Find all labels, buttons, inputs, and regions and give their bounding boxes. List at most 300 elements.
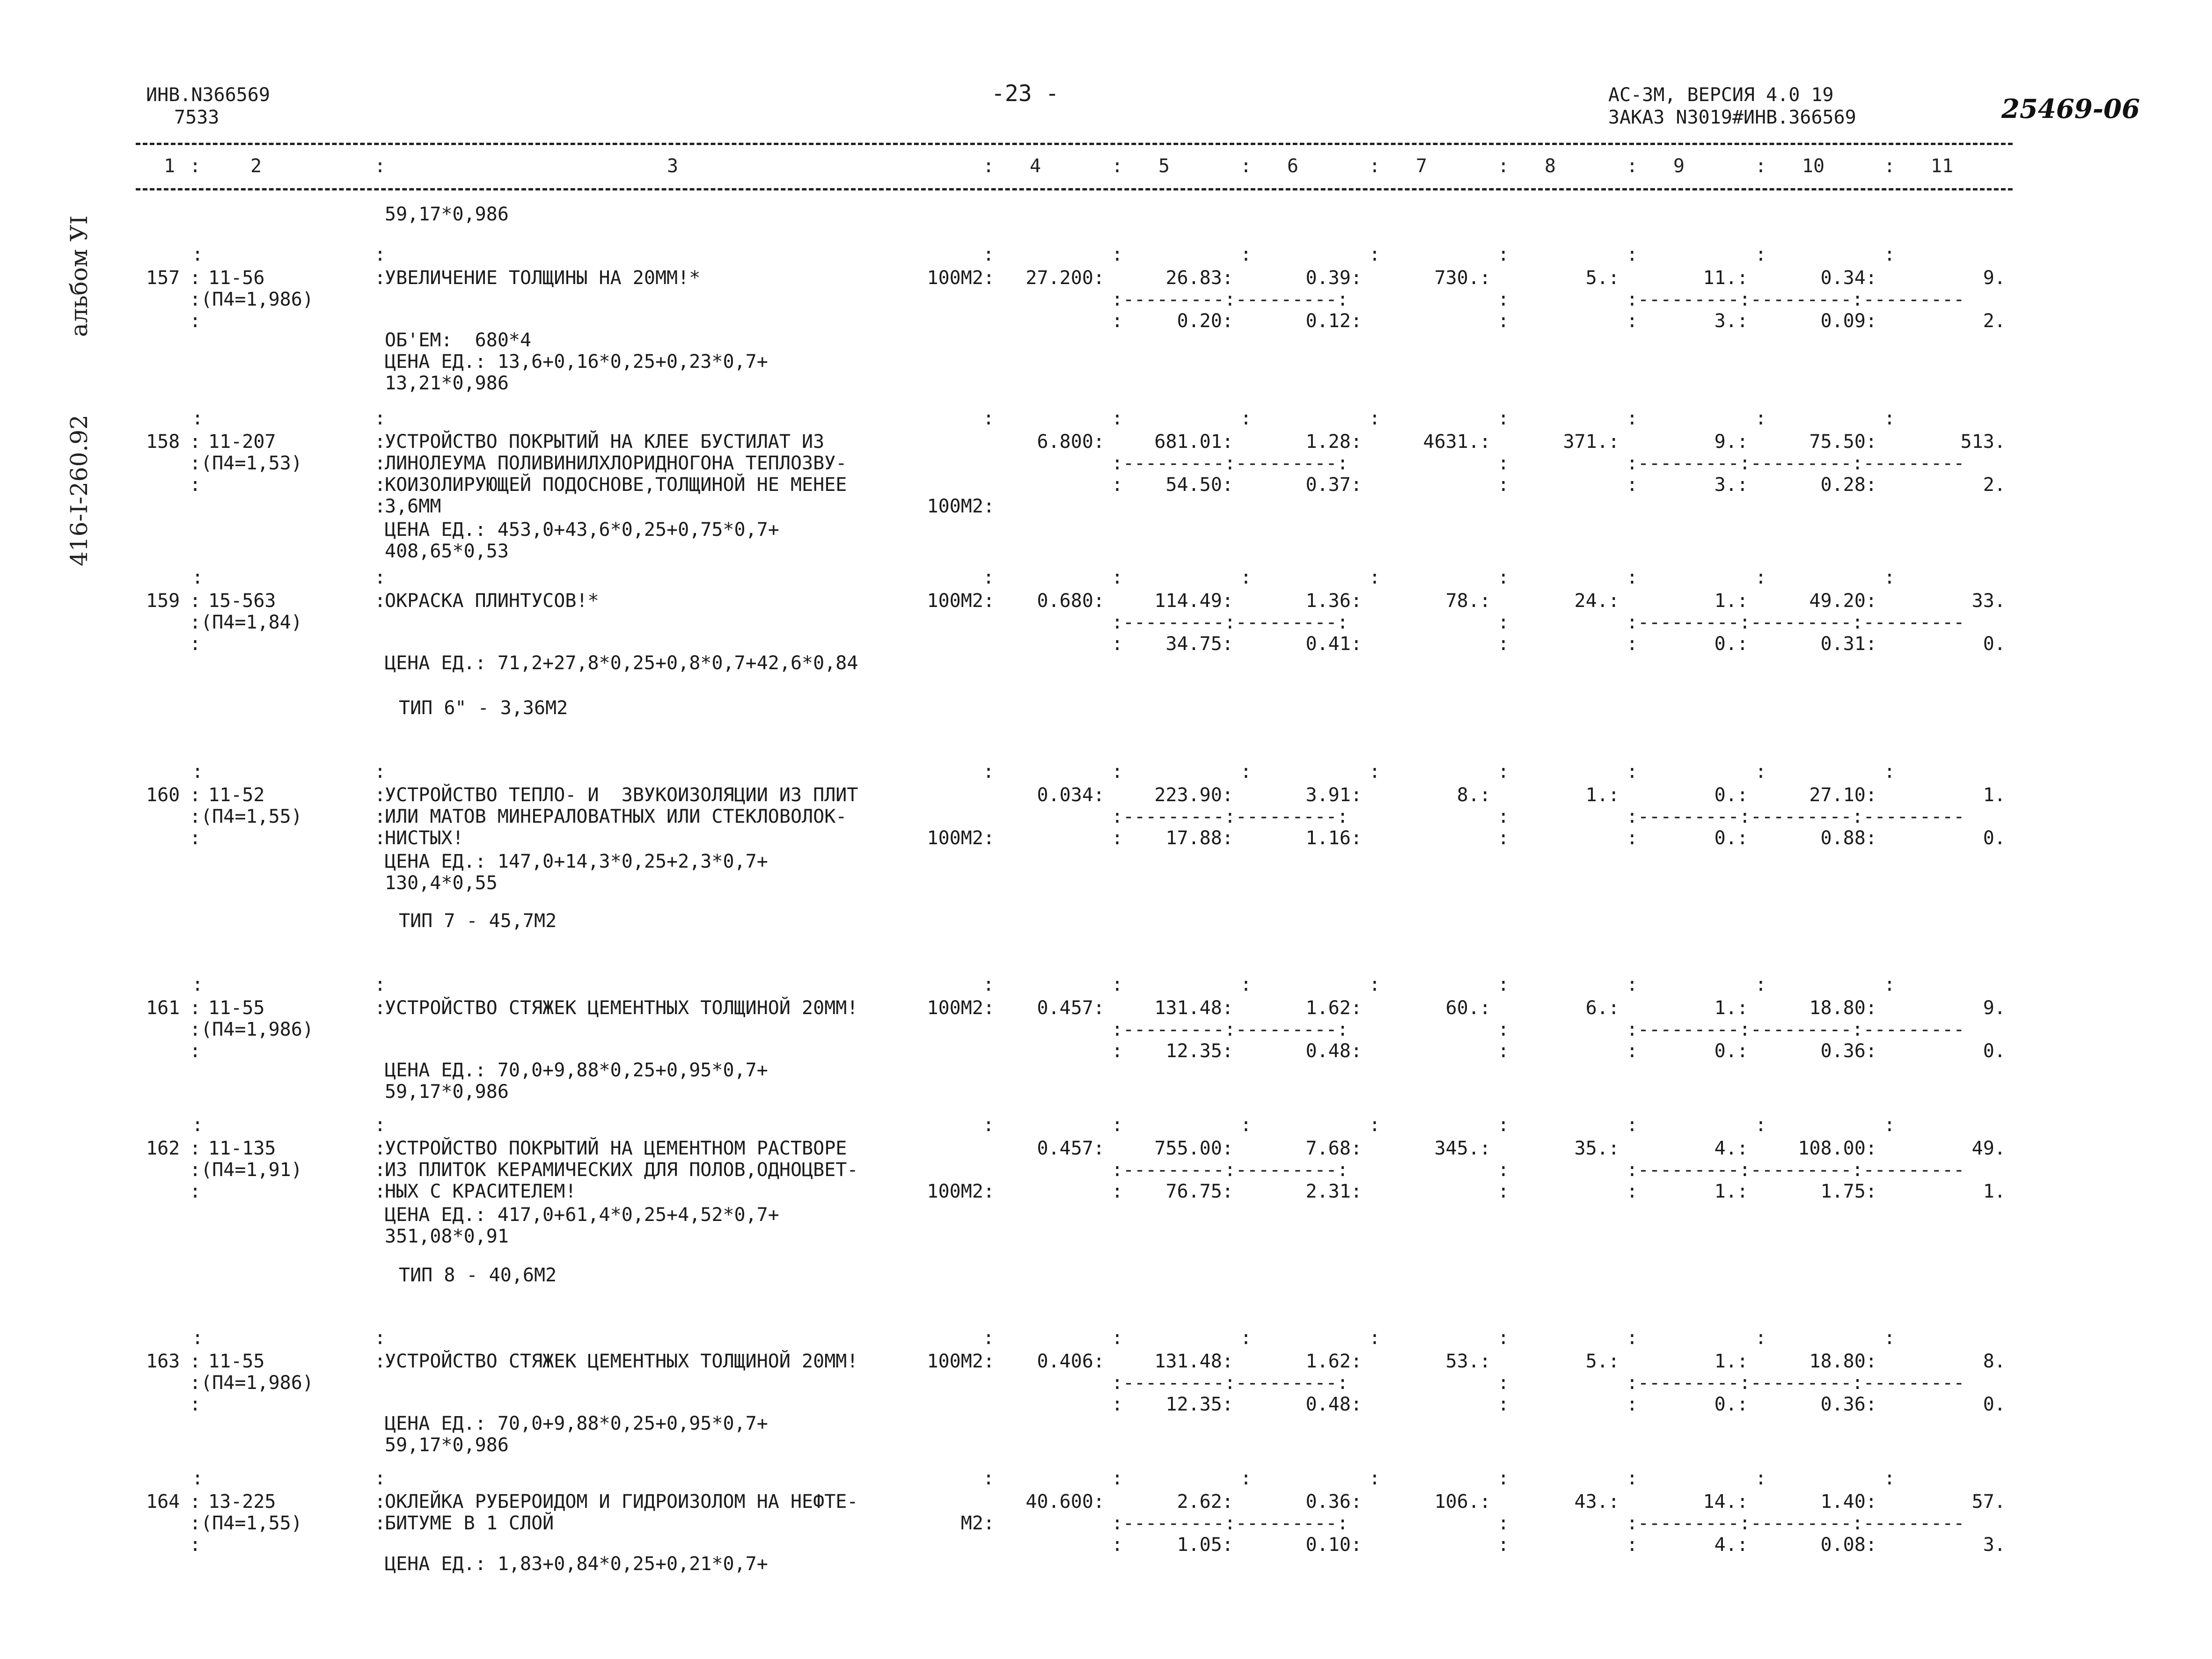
col-11: 11	[1931, 155, 1954, 177]
value-text: 78.	[1445, 590, 1480, 612]
value-text: 49.20	[1809, 590, 1866, 612]
column-separator: :	[374, 827, 386, 849]
column-separator: :	[1498, 761, 1509, 782]
column-separator: :	[1884, 1468, 1896, 1489]
entry-description-line: 3,6ММ	[385, 496, 441, 517]
subvalue-s11: 2.	[1983, 310, 2006, 332]
entry-coefficient: :(П4=1,986)	[190, 289, 314, 310]
column-separator: :	[983, 1114, 995, 1136]
entry-description-line: ОКРАСКА ПЛИНТУСОВ!*	[385, 590, 599, 612]
subvalue-s11: 0.	[1983, 1040, 2006, 1062]
column-separator: :	[983, 567, 995, 588]
value-text: 43.	[1574, 1491, 1608, 1513]
column-separator: :	[1626, 1394, 1638, 1415]
entry-coefficient: :(П4=1,986)	[190, 1372, 314, 1394]
entry-number: 158	[146, 431, 180, 453]
entry-description-line: ИЛИ МАТОВ МИНЕРАЛОВАТНЫХ ИЛИ СТЕКЛОВОЛОК-	[385, 806, 847, 827]
column-separator: :	[983, 974, 995, 995]
value-text: 1.28	[1305, 431, 1351, 453]
entry-description-line: ИЗ ПЛИТОК КЕРАМИЧЕСКИХ ДЛЯ ПОЛОВ,ОДНОЦВЕТ-	[385, 1159, 858, 1181]
column-separator: :	[1240, 244, 1252, 265]
subvalue-s9: 0.:	[1714, 827, 1748, 849]
subvalue-text: 12.35	[1165, 1040, 1222, 1062]
subvalue-s10: 0.36:	[1820, 1040, 1877, 1062]
column-separator: :	[192, 1327, 204, 1349]
column-separator: :	[1112, 1040, 1123, 1062]
subvalue-s6: 2.31:	[1305, 1181, 1362, 1202]
column-separator: :	[1498, 289, 1509, 310]
value-v6: 1.62:	[1305, 997, 1362, 1019]
column-separator: :	[192, 567, 204, 588]
column-separator: :	[983, 761, 995, 782]
sub-separator: :---------:---------:---------	[1626, 612, 1965, 633]
order-line: ЗАКАЗ N3019#ИНВ.366569	[1608, 107, 1856, 128]
subvalue-s10: 0.28:	[1820, 474, 1877, 496]
value-v5: 223.90:	[1154, 784, 1233, 806]
column-separator: :	[374, 1327, 386, 1349]
column-separator: :	[1240, 567, 1252, 588]
page-number: -23 -	[991, 80, 1059, 107]
sub-separator: :---------:---------:	[1112, 453, 1348, 474]
column-separator: :	[1112, 244, 1123, 265]
entry-code: 11-55	[208, 997, 265, 1019]
column-separator: :	[1498, 1327, 1509, 1349]
entry-note: 351,08*0,91	[385, 1226, 509, 1247]
entry-number: 164	[146, 1491, 180, 1513]
subvalue-text: 0.88	[1820, 827, 1866, 849]
value-text: 1.62	[1305, 997, 1351, 1019]
column-separator: :	[1240, 974, 1252, 995]
entry-note: ЦЕНА ЕД.: 1,83+0,84*0,25+0,21*0,7+	[385, 1553, 768, 1575]
subvalue-s6: 0.37:	[1305, 474, 1362, 496]
value-text: 1.	[1585, 784, 1608, 806]
value-v9: 14.:	[1703, 1491, 1748, 1513]
column-separator: :	[192, 1468, 204, 1489]
column-separator: :	[1755, 761, 1767, 782]
value-v5: 131.48:	[1154, 997, 1233, 1019]
value-v8: 6.:	[1585, 997, 1619, 1019]
column-separator: :	[1112, 827, 1123, 849]
value-text: 0.39	[1305, 267, 1351, 289]
column-separator: :	[190, 1181, 201, 1202]
column-separator: :	[192, 761, 204, 782]
column-separator: :	[1626, 1040, 1638, 1062]
value-v8: 24.:	[1574, 590, 1619, 612]
entry-code: 11-207	[208, 431, 276, 453]
entry-code: 11-52	[208, 784, 265, 806]
column-separator: :	[1755, 974, 1767, 995]
inventory-number: ИНВ.N366569	[146, 84, 270, 106]
value-text: 6.800	[1037, 431, 1093, 453]
column-separator: :	[1626, 761, 1638, 782]
sub-separator: :---------:---------:	[1112, 1159, 1348, 1181]
column-separator: :	[1626, 1114, 1638, 1136]
column-separator: :	[190, 997, 201, 1019]
column-separator: :	[983, 408, 995, 429]
value-v6: 7.68:	[1305, 1138, 1362, 1159]
value-v7: 730.:	[1434, 267, 1491, 289]
value-v4: 40.600:	[1025, 1491, 1105, 1513]
column-separator: :	[1884, 408, 1896, 429]
entry-unit-text: 100М2	[927, 997, 983, 1019]
column-separator: :	[1884, 567, 1896, 588]
value-v8: 35.:	[1574, 1138, 1619, 1159]
column-separator: :	[1112, 1181, 1123, 1202]
col-7: 7	[1416, 155, 1428, 177]
entry-note: ЦЕНА ЕД.: 13,6+0,16*0,25+0,23*0,7+	[385, 351, 768, 373]
value-v7: 106.:	[1434, 1491, 1491, 1513]
column-separator: :	[1240, 1114, 1252, 1136]
value-text: 9.	[1714, 431, 1737, 453]
column-separator: :	[190, 431, 201, 453]
column-separator: :	[1884, 974, 1896, 995]
value-v11: 57.	[1971, 1491, 2006, 1513]
column-separator: :	[374, 1181, 386, 1202]
value-text: 0.457	[1037, 1138, 1093, 1159]
subvalue-text: 0.08	[1820, 1534, 1866, 1556]
column-separator: :	[983, 1468, 995, 1489]
value-text: 106.	[1434, 1491, 1480, 1513]
column-separator: :	[1755, 1327, 1767, 1349]
subvalue-s9: 1.:	[1714, 1181, 1748, 1202]
column-separator: :	[1626, 1468, 1638, 1489]
column-separator: :	[1112, 633, 1123, 655]
value-text: 681.01	[1154, 431, 1222, 453]
value-text: 14.	[1703, 1491, 1737, 1513]
entry-description-line: УСТРОЙСТВО ТЕПЛО- И ЗВУКОИЗОЛЯЦИИ ИЗ ПЛИТ	[385, 784, 858, 806]
sub-separator: :---------:---------:	[1112, 612, 1348, 633]
entry-coefficient: :(П4=1,55)	[190, 1513, 302, 1534]
column-separator: :	[1369, 408, 1381, 429]
entry-unit: 100М2:	[927, 267, 995, 289]
value-v8: 5.:	[1585, 267, 1619, 289]
value-text: 131.48	[1154, 1351, 1222, 1372]
column-separator: :	[1626, 567, 1638, 588]
col-9: 9	[1673, 155, 1685, 177]
value-text: 1.40	[1820, 1491, 1866, 1513]
entry-description-line: УСТРОЙСТВО СТЯЖЕК ЦЕМЕНТНЫХ ТОЛЩИНОЙ 20ММ!	[385, 997, 858, 1019]
value-v4: 27.200:	[1025, 267, 1105, 289]
value-text: 4.	[1714, 1138, 1737, 1159]
entry-code: 15-563	[208, 590, 276, 612]
subvalue-s5: 54.50:	[1165, 474, 1233, 496]
album-label: альбом УI	[66, 215, 93, 337]
entry-note: ЦЕНА ЕД.: 70,0+9,88*0,25+0,95*0,7+	[385, 1413, 768, 1435]
column-separator: :	[1369, 1327, 1381, 1349]
column-separator: :	[374, 244, 386, 265]
subvalue-text: 0.	[1714, 633, 1737, 655]
column-separator: :	[1498, 474, 1509, 496]
value-text: 1.62	[1305, 1351, 1351, 1372]
value-v9: 1.:	[1714, 997, 1748, 1019]
column-separator: :	[1498, 827, 1509, 849]
value-v7: 60.:	[1445, 997, 1491, 1019]
sub-separator: :---------:---------:---------	[1626, 1372, 1965, 1394]
subvalue-text: 0.	[1714, 1394, 1737, 1415]
subvalue-text: 1.	[1714, 1181, 1737, 1202]
section-type-8: ТИП 8 - 40,6М2	[399, 1264, 557, 1286]
value-text: 24.	[1574, 590, 1608, 612]
col-5: 5	[1158, 155, 1170, 177]
column-separator: :	[1112, 761, 1123, 782]
column-separator: :	[1498, 244, 1509, 265]
entry-description-line: УСТРОЙСТВО СТЯЖЕК ЦЕМЕНТНЫХ ТОЛЩИНОЙ 20ММ!	[385, 1351, 858, 1372]
subvalue-s5: 1.05:	[1177, 1534, 1233, 1556]
value-text: 26.83	[1165, 267, 1222, 289]
column-separator: :	[1498, 1513, 1509, 1534]
value-v9: 11.:	[1703, 267, 1748, 289]
column-separator: :	[1498, 1159, 1509, 1181]
column-separator: :	[1626, 1327, 1638, 1349]
column-separator: :	[1755, 1114, 1767, 1136]
entry-unit-text: 100М2	[927, 267, 983, 289]
entry-unit: 100М2:	[927, 997, 995, 1019]
column-separator: :	[1112, 974, 1123, 995]
value-v9: 0.:	[1714, 784, 1748, 806]
column-separator: :	[374, 1138, 386, 1159]
column-separator: :	[1884, 761, 1896, 782]
column-separator: :	[1112, 408, 1123, 429]
section-type-7: ТИП 7 - 45,7М2	[399, 910, 557, 932]
value-v7: 345.:	[1434, 1138, 1491, 1159]
sub-separator: :---------:---------:---------	[1626, 1159, 1965, 1181]
value-text: 11.	[1703, 267, 1737, 289]
column-separator: :	[374, 408, 386, 429]
column-separator: :	[1884, 1114, 1896, 1136]
column-separator: :	[1498, 1040, 1509, 1062]
value-v10: 75.50:	[1809, 431, 1877, 453]
value-text: 0.680	[1037, 590, 1093, 612]
entry-number: 162	[146, 1138, 180, 1159]
value-v9: 9.:	[1714, 431, 1748, 453]
column-separator: :	[1884, 1327, 1896, 1349]
subvalue-s6: 0.12:	[1305, 310, 1362, 332]
subvalue-s9: 0.:	[1714, 1394, 1748, 1415]
entry-description-line: УВЕЛИЧЕНИЕ ТОЛЩИНЫ НА 20ММ!*	[385, 267, 701, 289]
value-text: 0.034	[1037, 784, 1093, 806]
entry-description-line: УСТРОЙСТВО ПОКРЫТИЙ НА ЦЕМЕНТНОМ РАСТВОРЕ	[385, 1138, 847, 1159]
sub-separator: :---------:---------:	[1112, 806, 1348, 827]
value-v10: 0.34:	[1820, 267, 1877, 289]
subvalue-s11: 2.	[1983, 474, 2006, 496]
subvalue-text: 0.41	[1305, 633, 1351, 655]
value-v7: 78.:	[1445, 590, 1491, 612]
subvalue-text: 3.	[1714, 310, 1737, 332]
subvalue-text: 0.37	[1305, 474, 1351, 496]
value-text: 1.36	[1305, 590, 1351, 612]
subvalue-text: 0.10	[1305, 1534, 1351, 1556]
col-10: 10	[1802, 155, 1825, 177]
entry-note: 59,17*0,986	[385, 1081, 509, 1103]
entry-unit-text: 100М2	[927, 1181, 983, 1202]
value-text: 730.	[1434, 267, 1480, 289]
entry-note: 13,21*0,986	[385, 373, 509, 395]
value-v5: 131.48:	[1154, 1351, 1233, 1372]
column-separator: :	[1240, 761, 1252, 782]
col-3: 3	[667, 155, 679, 177]
sub-separator: :---------:---------:	[1112, 1019, 1348, 1040]
subvalue-s10: 0.31:	[1820, 633, 1877, 655]
column-separator: :	[190, 633, 201, 655]
column-separator: :	[1240, 1468, 1252, 1489]
value-text: 131.48	[1154, 997, 1222, 1019]
column-separator: :	[374, 496, 386, 517]
value-text: 53.	[1445, 1351, 1480, 1372]
column-separator: :	[1369, 244, 1381, 265]
header-rule-top	[136, 143, 2013, 145]
value-v7: 8.:	[1457, 784, 1491, 806]
column-separator: :	[1369, 974, 1381, 995]
entry-description-line: НЫХ С КРАСИТЕЛЕМ!	[385, 1181, 577, 1202]
subvalue-s11: 1.	[1983, 1181, 2006, 1202]
value-v8: 5.:	[1585, 1351, 1619, 1372]
column-separator: :	[1498, 1394, 1509, 1415]
col-8: 8	[1545, 155, 1556, 177]
subvalue-s11: 3.	[1983, 1534, 2006, 1556]
value-v5: 114.49:	[1154, 590, 1233, 612]
column-separator: :	[1112, 1327, 1123, 1349]
value-v4: 0.457:	[1037, 997, 1105, 1019]
entry-description-line: НИСТЫХ!	[385, 827, 464, 849]
subvalue-text: 76.75	[1165, 1181, 1222, 1202]
value-text: 18.80	[1809, 997, 1866, 1019]
column-separator: :	[983, 1327, 995, 1349]
sub-separator: :---------:---------:---------	[1626, 1019, 1965, 1040]
subvalue-s5: 17.88:	[1165, 827, 1233, 849]
column-separator: :	[1626, 244, 1638, 265]
value-text: 1.	[1714, 590, 1737, 612]
subvalue-s9: 3.:	[1714, 474, 1748, 496]
column-separator: :	[1498, 974, 1509, 995]
subvalue-s9: 0.:	[1714, 633, 1748, 655]
entry-code: 11-135	[208, 1138, 276, 1159]
value-v10: 1.40:	[1820, 1491, 1877, 1513]
column-separator: :	[1112, 310, 1123, 332]
subvalue-text: 54.50	[1165, 474, 1222, 496]
subvalue-text: 0.28	[1820, 474, 1866, 496]
column-separator: :	[1755, 408, 1767, 429]
handwritten-stamp: 25469-06	[2001, 94, 2140, 124]
value-text: 27.10	[1809, 784, 1866, 806]
subvalue-text: 34.75	[1165, 633, 1222, 655]
value-v4: 0.457:	[1037, 1138, 1105, 1159]
column-separator: :	[1498, 1534, 1509, 1556]
column-separator: :	[1112, 567, 1123, 588]
sub-separator: :---------:---------:---------	[1626, 1513, 1965, 1534]
sub-separator: :---------:---------:---------	[1626, 289, 1965, 310]
column-separator: :	[190, 784, 201, 806]
column-separator: :	[1626, 827, 1638, 849]
entry-coefficient: :(П4=1,53)	[190, 453, 302, 474]
entry-note: ЦЕНА ЕД.: 71,2+27,8*0,25+0,8*0,7+42,6*0,84	[385, 652, 858, 674]
col-2: 2	[250, 155, 262, 177]
value-v11: 9.	[1983, 267, 2006, 289]
entry-unit: 100М2:	[927, 1351, 995, 1372]
column-separator: :	[374, 1351, 386, 1372]
entry-description-line: ЛИНОЛЕУМА ПОЛИВИНИЛХЛОРИДНОГОНА ТЕПЛОЗВУ-	[385, 453, 847, 474]
column-separator: :	[1369, 761, 1381, 782]
column-separator: :	[1498, 453, 1509, 474]
column-separator: :	[1626, 1181, 1638, 1202]
value-v6: 1.36:	[1305, 590, 1362, 612]
column-separator: :	[1498, 1114, 1509, 1136]
value-text: 5.	[1585, 267, 1608, 289]
entry-number: 161	[146, 997, 180, 1019]
value-text: 0.	[1714, 784, 1737, 806]
subvalue-s11: 0.	[1983, 633, 2006, 655]
column-separator: :	[1626, 310, 1638, 332]
subvalue-s9: 0.:	[1714, 1040, 1748, 1062]
subvalue-s5: 34.75:	[1165, 633, 1233, 655]
column-separator: :	[1884, 244, 1896, 265]
value-v10: 27.10:	[1809, 784, 1877, 806]
column-separator: :	[374, 1159, 386, 1181]
subvalue-s5: 76.75:	[1165, 1181, 1233, 1202]
column-separator: :	[192, 244, 204, 265]
value-v7: 4631.:	[1423, 431, 1491, 453]
column-separator: :	[190, 1534, 201, 1556]
column-separator: :	[190, 474, 201, 496]
value-text: 4631.	[1423, 431, 1480, 453]
subvalue-s6: 0.48:	[1305, 1394, 1362, 1415]
column-separator: :	[1498, 1372, 1509, 1394]
entry-description-line: КОИЗОЛИРУЮЩЕЙ ПОДОСНОВЕ,ТОЛЩИНОЙ НЕ МЕНЕЕ	[385, 474, 847, 496]
value-text: 755.00	[1154, 1138, 1222, 1159]
value-v5: 681.01:	[1154, 431, 1233, 453]
value-text: 108.00	[1798, 1138, 1866, 1159]
value-v5: 2.62:	[1177, 1491, 1233, 1513]
entry-unit: М2:	[960, 1513, 995, 1534]
column-separator: :	[190, 1394, 201, 1415]
column-separator: :	[1112, 1534, 1123, 1556]
subvalue-text: 3.	[1714, 474, 1737, 496]
entry-unit-text: 100М2	[927, 590, 983, 612]
column-separator: :	[374, 267, 386, 289]
column-separator: :	[190, 1351, 201, 1372]
value-text: 18.80	[1809, 1351, 1866, 1372]
subvalue-text: 0.48	[1305, 1394, 1351, 1415]
col-4: 4	[1030, 155, 1041, 177]
subvalue-s9: 4.:	[1714, 1534, 1748, 1556]
entry-coefficient: :(П4=1,91)	[190, 1159, 302, 1181]
column-separator: :	[1626, 1534, 1638, 1556]
value-text: 3.91	[1305, 784, 1351, 806]
entry-number: 163	[146, 1351, 180, 1372]
value-v11: 513.	[1960, 431, 2006, 453]
column-separator: :	[1498, 633, 1509, 655]
subvalue-text: 1.75	[1820, 1181, 1866, 1202]
value-v5: 755.00:	[1154, 1138, 1233, 1159]
subvalue-s10: 0.09:	[1820, 310, 1877, 332]
entry-coefficient: :(П4=1,84)	[190, 612, 302, 633]
value-v11: 33.	[1971, 590, 2006, 612]
value-v4: 0.034:	[1037, 784, 1105, 806]
subvalue-text: 0.	[1714, 1040, 1737, 1062]
entry-note: 408,65*0,53	[385, 541, 509, 562]
entry-number: 160	[146, 784, 180, 806]
value-text: 8.	[1457, 784, 1480, 806]
column-separator: :	[374, 974, 386, 995]
value-v11: 1.	[1983, 784, 2006, 806]
subvalue-s9: 3.:	[1714, 310, 1748, 332]
subvalue-s6: 0.10:	[1305, 1534, 1362, 1556]
subvalue-text: 0.48	[1305, 1040, 1351, 1062]
column-separator: :	[1626, 474, 1638, 496]
column-separator: :	[1112, 474, 1123, 496]
column-separator: :	[1498, 1181, 1509, 1202]
column-separator: :	[192, 408, 204, 429]
entry-unit: 100М2:	[927, 1181, 995, 1202]
